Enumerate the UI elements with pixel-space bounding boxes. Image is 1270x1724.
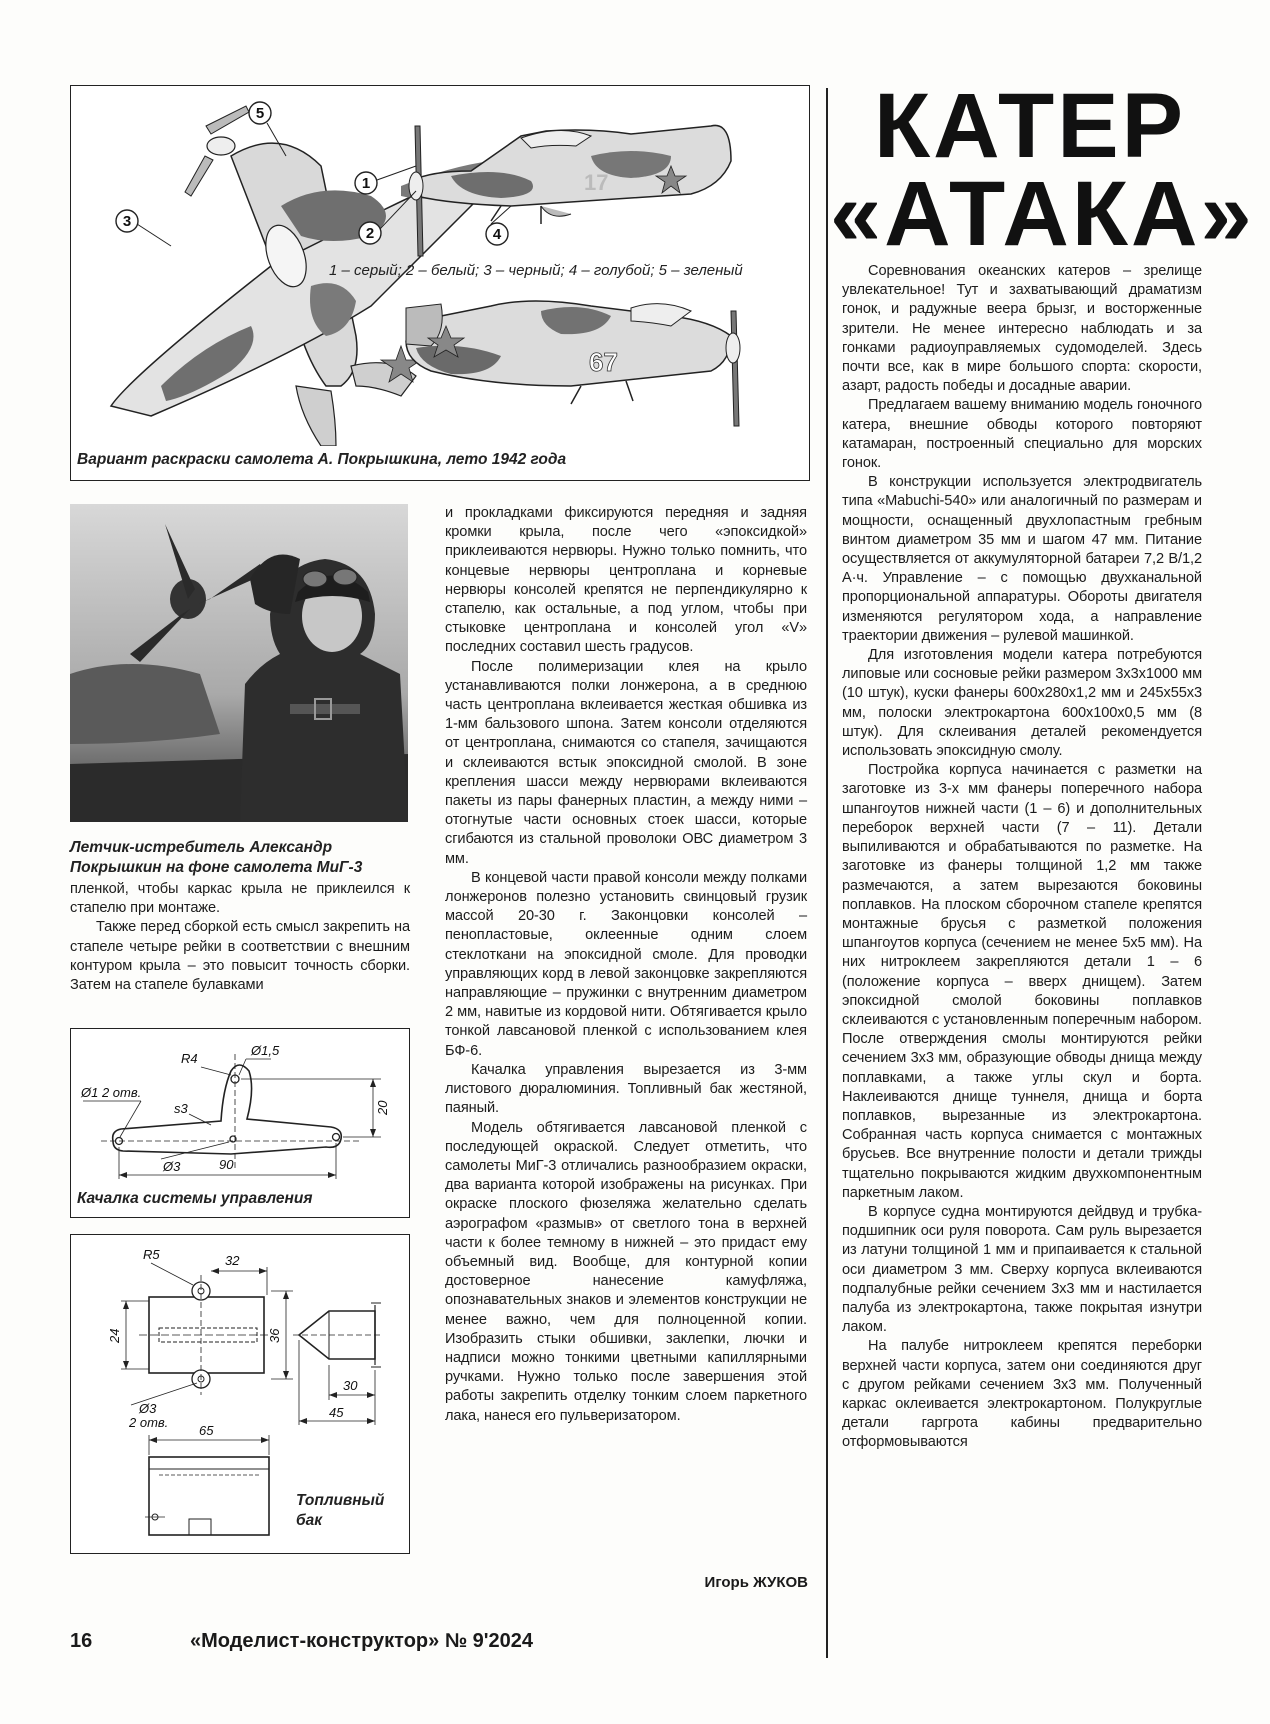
color-legend: 1 – серый; 2 – белый; 3 – черный; 4 – голубой; 5 – зеленый (329, 262, 743, 279)
pilot-photo (70, 504, 408, 822)
right-paragraph-1: Соревнования океанских катеров – зрелище увлекательное! Тут и захватывающий драматизм гонок, и радужные веера брызг, и восторженные зрители. Не менее интересно наблюдать и за гонками радиоуправляемых судомоделей. Здесь почти все, как в мире большого спорта: скорости, азарт, радость победы и досадные аварии. (842, 263, 1202, 395)
middle-paragraph-2: После полимеризации клея на крыло устанавливаются полки лонжерона, а в среднюю часть центроплана вклеивается жесткая обшивка из 1-мм бальзового шпона. Затем консоли отделяются от центроплана, снимаются со стапеля, зачищаются и склеиваются встык эпоксидной смолой. В зоне крепления шасси между нервюрами вклеиваются пакеты из пары фанерных пластин, а между ними – отогнутые части основных стоек шасси, которые сгибаются из стальной проволоки ОВС диаметром 3 мм. (445, 658, 807, 867)
pilot-photo-image (70, 504, 408, 822)
label-r5: R5 (143, 1247, 160, 1262)
tail-number-ghost: 17 (584, 170, 609, 195)
photo-caption-line-1: Летчик-истребитель Александр (70, 839, 333, 856)
left-paragraph-2: Также перед сборкой есть смысл закрепить на стапеле четыре рейки в соответствии с внешним контуром крыла – это повысит точность сборки. Затем на стапеле булавками (70, 919, 410, 994)
label-90: 90 (219, 1157, 234, 1172)
label-65: 65 (199, 1423, 214, 1438)
page-number: 16 (70, 1630, 93, 1652)
callout-2: 2 (365, 225, 375, 242)
callout-1: 1 (361, 175, 371, 192)
label-20: 20 (375, 1100, 390, 1115)
middle-paragraph-4: Качалка управления вырезается из 3-мм листового дюралюминия. Топливный бак жестяной, паяный. (445, 1061, 807, 1117)
right-paragraph-3: В конструкции используется электродвигатель типа «Mabuchi-540» или аналогичный по размерам и мощности, оснащенный двухлопастным гребным винтом диаметром 35 мм и шагом 47 мм. Питание осуществляется от аккумуляторной батареи 7,2 В/1,2 А·ч. Управление – с помощью двухканальной пропорциональной аппаратуры. Обороты двигателя изменяются регулятором хода, а направление траектории движения – рулевой машинкой. (842, 474, 1202, 644)
figure-caption-top: Вариант раскраски самолета А. Покрышкина, лето 1942 года (77, 451, 567, 468)
right-paragraph-6: В корпусе судна монтируются дейдвуд и трубка-подшипник оси руля поворота. Сам руль вырезается из латуни толщиной 1 мм и припаивается к стальной оси диаметром 3 мм. Сверху корпуса вклеиваются подпалубные рейки сечением 3х3 мм и настилается палуба из электрокартона, также покрытая изнутри лаком. (842, 1203, 1202, 1336)
left-paragraph-1: пленкой, чтобы каркас крыла не приклеился к стапелю при монтаже. (70, 881, 410, 917)
figure-frame-top (70, 85, 810, 481)
label-32: 32 (225, 1253, 240, 1268)
drawing2-caption (296, 1491, 396, 1531)
article-title (830, 75, 1255, 265)
label-holes: 2 отв. (129, 1415, 169, 1430)
right-column-text (842, 262, 1202, 1453)
label-d3: Ø3 (163, 1159, 181, 1174)
drawing2-caption-line-1: Топливный (296, 1492, 385, 1509)
column-divider (826, 88, 828, 1658)
drawing-control-lever (70, 1028, 410, 1218)
drawing-fuel-tank (70, 1234, 410, 1554)
middle-column-text (445, 504, 807, 1426)
aircraft-side-view-1 (409, 125, 731, 256)
tail-number: 67 (589, 347, 618, 377)
left-column-text (70, 880, 410, 995)
label-s3: s3 (174, 1101, 188, 1116)
author-name: Игорь ЖУКОВ (704, 1574, 808, 1591)
control-lever-drawing (71, 1029, 408, 1189)
journal-title: «Моделист-конструктор» № 9'2024 (190, 1630, 534, 1652)
label-24: 24 (107, 1328, 122, 1343)
label-45: 45 (329, 1405, 344, 1420)
callout-3: 3 (122, 213, 132, 230)
title-line-1: КАТЕР (874, 75, 1186, 177)
aircraft-side-view-2 (406, 301, 740, 426)
photo-caption-line-2: Покрышкин на фоне самолета МиГ-3 (70, 859, 363, 876)
drawing1-caption: Качалка системы управления (77, 1190, 313, 1207)
label-d3-tank: Ø3 (139, 1401, 157, 1416)
middle-paragraph-3: В концевой части правой консоли между полками лонжеронов полезно установить свинцовый грузик массой 20-30 г. Законцовки консолей – пенопластовые, оклеенные одним слоем стеклоткани на эпоксидной смоле. Для проводки управляющих корд в левой законцовке закрепляются направляющие – пружинки с внутренним диаметром 2 мм, навитые из кордовой нити. Обтягивается крыло тонкой лавсановой пленкой с использованием клея БФ-6. (445, 869, 807, 1059)
middle-paragraph-5: Модель обтягивается лавсановой пленкой с последующей окраской. Следует отметить, что самолеты МиГ-3 отличались разнообразием окраски, два варианта которой изображены на рисунках. При окраске плоского фюзеляжа желательно сделать аэрографом «размыв» от светлого тона в верхней части к более темному в нижней – это придаст ему объемный вид. Вообще, для контурной копии достоверное нанесение камуфляжа, опознавательных знаков и элементов конструкции не менее важно, чем для полноценной копии. Изобразить стыки обшивки, заклепки, лючки и надписи можно тонкими цветными капиллярными ручками. Нужно только после завершения этой работы закрепить отделку тонким слоем паркетного лака, нанеся его пульверизатором. (445, 1119, 807, 1424)
label-36: 36 (267, 1328, 282, 1343)
photo-caption (70, 838, 410, 878)
title-line-2: «АТАКА» (830, 163, 1255, 265)
callout-4: 4 (492, 226, 502, 243)
label-d15: Ø1,5 (251, 1043, 280, 1058)
drawing2-caption-line-2: бак (296, 1512, 323, 1529)
right-paragraph-7: На палубе нитроклеем крепятся переборки верхней части корпуса, затем они соединяются друг с другом рейками сечением 3х3 мм. Полученный каркас оклеивается электрокартоном. Полукруглые детали гаргрота кабины предварительно отформовываются (842, 1338, 1202, 1451)
right-paragraph-2: Предлагаем вашему вниманию модель гоночного катера, внешние обводы которого повторяют катамаран, построенный специально для морских гонок. (842, 397, 1202, 472)
right-paragraph-5: Постройка корпуса начинается с разметки на заготовке из 3-х мм фанеры поперечного набора шпангоутов нижней части (1 – 6) и дополнительных переборок верхней части (7 – 11). Детали выпиливаются и обрабатываются по разметке. На заготовке из фанеры толщиной 1,2 мм также размечаются, а затем вырезаются боковины поплавков. На плоском сборочном стапеле крепятся монтажные брусья с разметкой положения шпангоутов корпуса (сечением не менее 5х5 мм). На них нитроклеем закрепляются детали 1 – 6 (положение корпуса – вверх днищем). Затем эпоксидной смолой боковины поплавков склеиваются с установленным поперечным набором. После отверждения смолы монтируются рейки сечением 3х3 мм, образующие обводы днища между поплавками, а также углы скул и борта. Наклеиваются днище туннеля, днища и борта поплавков, вырезанные из электрокартона. Собранная часть корпуса снимается с монтажных брусьев. Все внутренние полости и детали трижды тщательно покрываются жидким двухкомпонентным паркетным лаком. (842, 762, 1202, 1201)
label-d12: Ø1 2 отв. (81, 1085, 142, 1100)
label-30: 30 (343, 1378, 358, 1393)
label-r4: R4 (181, 1051, 198, 1066)
middle-paragraph-1: и прокладками фиксируются передняя и задняя кромки крыла, после чего «эпоксидкой» приклеиваются нервюры. Нужно только помнить, что концевые нервюры центроплана и корневые нервюры консолей крепятся не перпендикулярно к стапелю, как остальные, а под углом, чтобы при стыковке центроплана и консолей угол «V» последних составил шесть градусов. (445, 505, 807, 656)
right-paragraph-4: Для изготовления модели катера потребуются липовые или сосновые рейки размером 3х3х1000 мм (10 штук), куски фанеры 600х280х1,2 мм и 245х55х3 мм, полоски электрокартона 600х100х0,5 мм (8 штук). Для склеивания деталей рекомендуется использовать эпоксидную смолу. (842, 647, 1202, 760)
callout-5: 5 (255, 105, 265, 122)
